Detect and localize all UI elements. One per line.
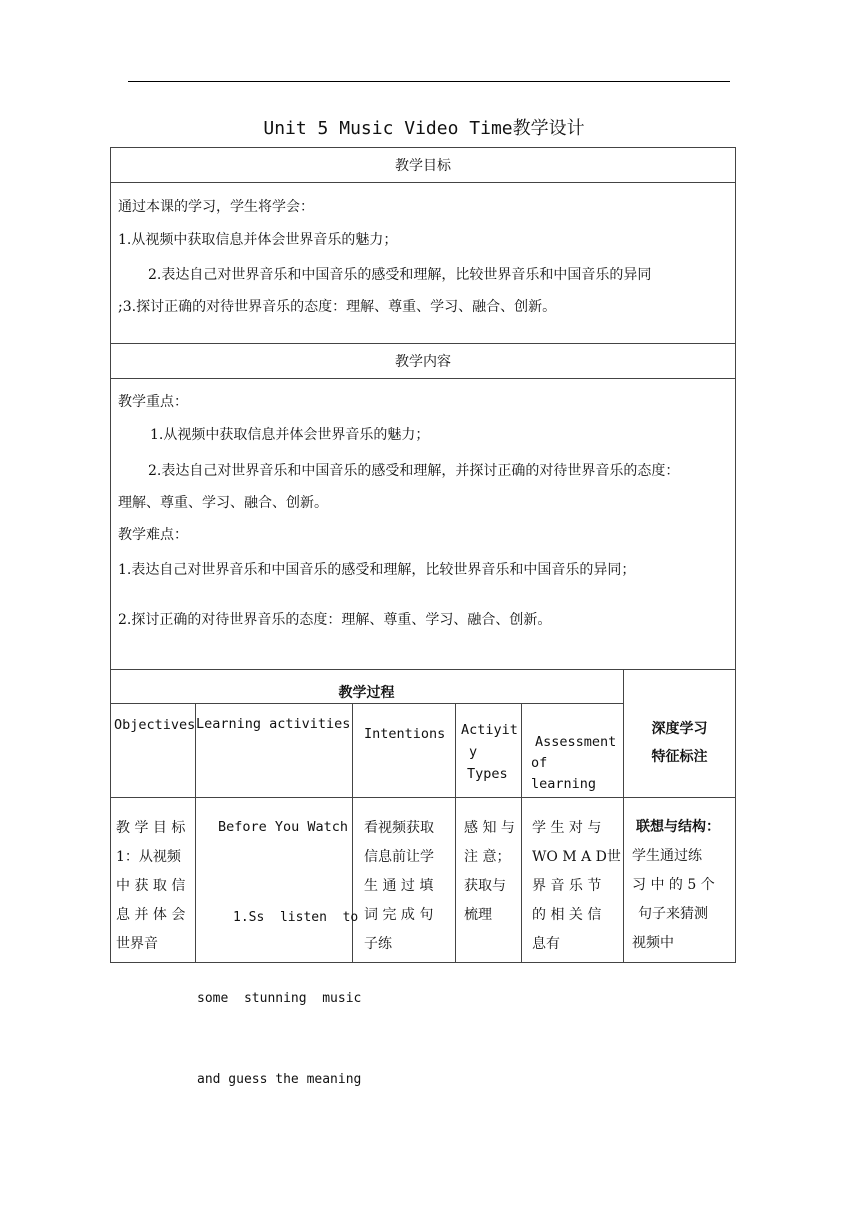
column-divider-4 [521,703,522,963]
row1-assessment-l5: 息有 [532,936,560,952]
row1-activity-title: Before You Watch [218,819,349,835]
col-assessment-l1: Assessment [535,734,617,750]
row1-type-l4: 梳理 [464,907,492,923]
row1-activity-l1: 1.Ss listen to [233,910,359,925]
row1-assessment-l1: 学 生 对 与 [532,820,602,836]
feature-heading-line-2: 特征标注 [651,749,708,765]
process-heading: 教学过程 [338,685,395,701]
objectives-item-2-line-2: ;3.探讨正确的对待世界音乐的态度：理解、尊重、学习、融合、创新。 [118,299,557,315]
row1-feature-l3: 句子来猜测 [638,906,708,922]
row1-type-l1: 感 知 与 [464,820,515,836]
col-objectives: Objectives [114,717,196,733]
header-rule [128,81,730,82]
col-activity-types-l2: y [469,744,478,760]
row1-activity-l2: some stunning music [197,991,362,1006]
row1-objective-l1: 教 学 目 标 [116,820,186,836]
row1-feature-l1: 学生通过练 [632,848,702,864]
row1-intention-l3: 生 通 过 填 [364,878,434,894]
row1-intention-l5: 子练 [364,936,392,952]
row1-activity-type [464,814,515,930]
row1-objective-l2: 1：从视频 [116,849,181,865]
row1-intention-l1: 看视频获取 [364,820,434,836]
feature-heading-line-1: 深度学习 [651,721,708,737]
row1-objective-l3: 中 获 取 信 [116,878,186,894]
feature-column-divider [623,669,624,963]
difficult-point-2: 2.探讨正确的对待世界音乐的态度：理解、尊重、学习、融合、创新。 [118,612,552,628]
key-point-2-line-2: 理解、尊重、学习、融合、创新。 [118,495,328,511]
feature-heading [623,715,736,771]
col-assessment-l3: learning [531,776,597,792]
difficult-points-label: 教学难点： [118,527,188,543]
column-divider-3 [455,703,456,963]
col-activity-types-l1: Actiyit [461,722,518,738]
col-activity-types-l3: Types [467,766,508,782]
key-point-2-line-1: 2.表达自己对世界音乐和中国音乐的感受和理解，并探讨正确的对待世界音乐的态度： [148,463,680,479]
row1-feature [632,813,720,958]
col-activity-types [461,719,518,785]
row1-activity [197,850,361,1120]
row1-intention [364,814,434,959]
difficult-point-1: 1.表达自己对世界音乐和中国音乐的感受和理解，比较世界音乐和中国音乐的异同； [118,562,636,578]
row1-assessment-l3: 界 音 乐 节 [532,878,602,894]
row1-feature-title: 联想与结构： [636,819,720,835]
process-heading-divider [110,703,623,704]
row1-assessment [532,814,621,959]
row1-activity-l3: and guess the meaning [197,1072,362,1087]
col-learning-activities: Learning activities [196,716,351,732]
document-title: Unit 5 Music Video Time教学设计 [263,118,585,139]
objectives-heading: 教学目标 [110,147,736,183]
row1-feature-l4: 视频中 [632,935,674,951]
objectives-item-1: 1.从视频中获取信息并体会世界音乐的魅力； [118,232,398,248]
row1-type-l2: 注 意； [464,849,511,865]
row1-intention-l4: 词 完 成 句 [364,907,434,923]
row1-objective [116,814,185,959]
process-header-divider [110,797,736,798]
content-heading: 教学内容 [110,343,736,379]
row1-assessment-l2: WO M A D世 [532,849,621,865]
row1-objective-l5: 世界音 [116,936,158,952]
column-divider-1 [195,703,196,963]
row1-intention-l2: 信息前让学 [364,849,434,865]
row1-objective-l4: 息 并 体 会 [116,907,186,923]
objectives-intro: 通过本课的学习，学生将学会： [118,199,314,215]
col-assessment-l2: of [531,755,548,771]
row1-feature-l2: 习 中 的 5 个 [632,877,715,893]
key-points-label: 教学重点： [118,394,188,410]
objectives-item-2-line-1: 2.表达自己对世界音乐和中国音乐的感受和理解，比较世界音乐和中国音乐的异同 [148,267,652,283]
col-intentions: Intentions [364,726,446,742]
row1-assessment-l4: 的 相 关 信 [532,907,602,923]
row1-type-l3: 获取与 [464,878,506,894]
key-point-1: 1.从视频中获取信息并体会世界音乐的魅力； [150,427,430,443]
col-assessment [531,732,616,795]
